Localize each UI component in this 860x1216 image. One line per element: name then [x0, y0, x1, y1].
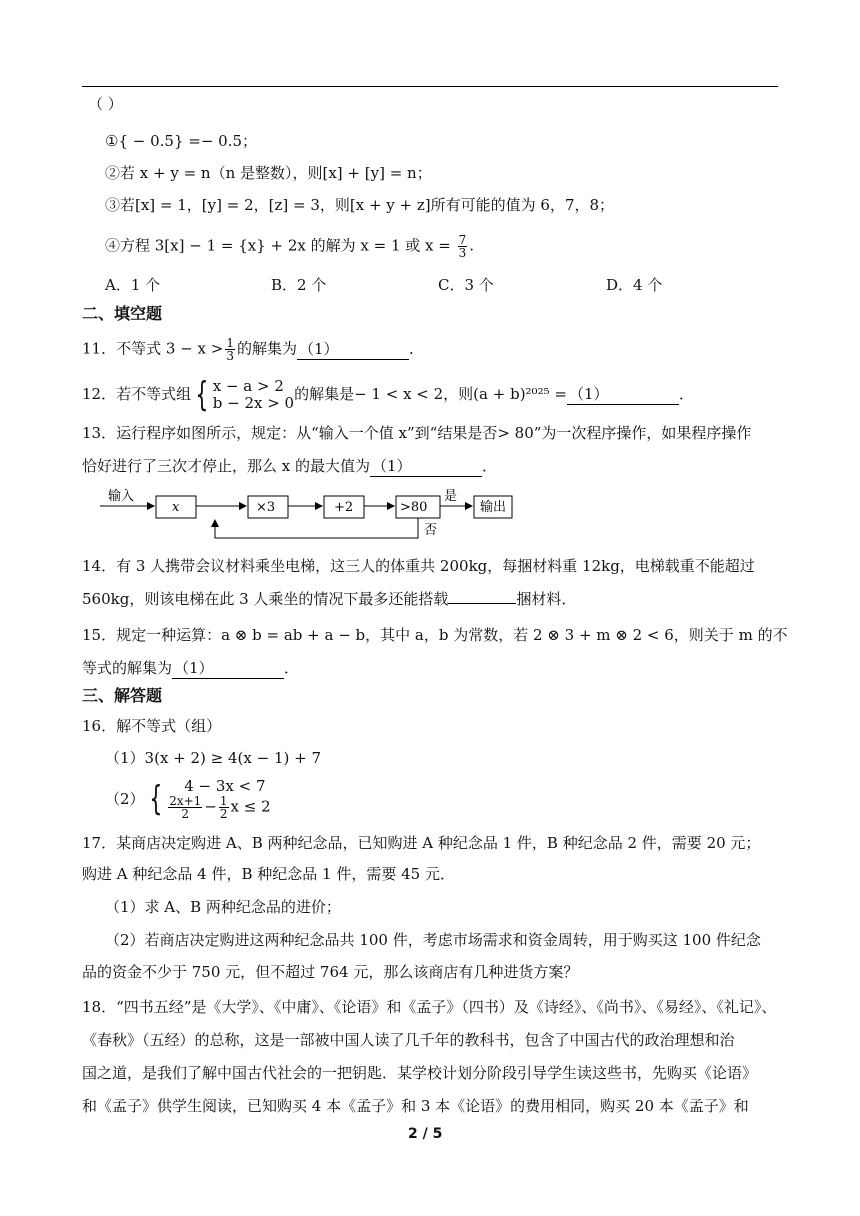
question-17-part1: （1）求 A、B 两种纪念品的进价； [105, 898, 341, 916]
q11-fraction: $\frac{1}{3}$ [226, 336, 234, 363]
q12-text-2: 的解集是− 1 < x < 2，则(a + b)²⁰²⁵ = [294, 385, 567, 403]
question-16-part1: （1）3(x + 2) ≥ 4(x − 1) + 7 [105, 749, 322, 767]
choice-a: A．1 个 [105, 276, 161, 294]
q16-system: 4 − 3x < 7 $\frac{2x+1}{2}$ − $\frac{1}{2}$ x ≤ 2 [169, 777, 271, 821]
q13-answer-blank[interactable]: （1） [370, 456, 482, 477]
question-14-line2: 560kg，则该电梯在此 3 人乘坐的情况下最多还能搭载 捆材料． [82, 590, 577, 608]
option-3: ③若[x] = 1，[y] = 2，[z] = 3，则[x + y + z]所有可能的值为 6，7，8； [105, 196, 615, 214]
q12-brace: { [195, 375, 209, 415]
q12-answer-blank[interactable]: （1） [567, 384, 679, 405]
flow-gt80-text: >80 [400, 500, 428, 515]
q11-text-2: 的解集为 [236, 339, 297, 358]
option-4-fraction: $\frac{7}{3}$ [458, 233, 467, 260]
option-4-text: ④方程 3[x] − 1 = {x} + 2x 的解为 x = 1 或 x = [105, 236, 456, 255]
option-1: ①{ − 0.5} =− 0.5； [105, 132, 258, 150]
question-13-line2: 恰好进行了三次才停止，那么 x 的最大值为 （1） ． [82, 457, 498, 475]
question-12: 12．若不等式组 { x − a > 2 b − 2x > 0 的解集是− 1 < x < 2，则(a + b)²⁰²⁵ = （1） ． [82, 375, 694, 415]
option-4: ④方程 3[x] − 1 = {x} + 2x 的解为 x = 1 或 x = $\frac{7}{3}$ . [105, 233, 475, 260]
question-18-line1: 18．“四书五经”是《大学》、《中庸》、《论语》和《孟子》（四书）及《诗经》、《尚书》、《易经》、《礼记》、 [82, 998, 777, 1016]
question-15-line2: 等式的解集为 （1） ． [82, 659, 300, 677]
q12-system: x − a > 2 b − 2x > 0 [212, 377, 295, 412]
question-18-line2: 《春秋》（五经）的总称，这是一部被中国人读了几千年的教科书，包含了中国古代的政治理想和治 [82, 1031, 735, 1049]
q16-frac-2: $\frac{1}{2}$ [219, 794, 228, 821]
question-16-part2: （2） { 4 − 3x < 7 $\frac{2x+1}{2}$ − $\frac{1}{2}$ x ≤ 2 [105, 777, 271, 821]
question-16-title: 16．解不等式（组） [82, 717, 222, 735]
flow-yes-label: 是 [444, 489, 458, 504]
option-2: ②若 x + y = n（n 是整数），则[x] + [y] = n； [105, 164, 432, 182]
program-flowchart [96, 488, 526, 546]
question-17-line2: 购进 A 种纪念品 4 件，B 种纪念品 1 件，需要 45 元． [82, 865, 455, 883]
choice-c: C．3 个 [438, 276, 494, 294]
q15-answer-blank[interactable]: （1） [172, 658, 284, 679]
section-fill-blank-heading: 二、填空题 [82, 304, 163, 323]
flow-input-label: 输入 [108, 489, 135, 504]
flow-plus2-text: +2 [334, 500, 354, 515]
choice-b: B．2 个 [271, 276, 327, 294]
choice-d: D．4 个 [606, 276, 663, 294]
question-18-line3: 国之道，是我们了解中国古代社会的一把钥匙．某学校计划分阶段引导学生读这些书，先购买《论语》 [82, 1064, 758, 1082]
flow-x-text: x [172, 500, 180, 515]
q14-answer-blank[interactable] [448, 603, 516, 604]
q16-brace: { [148, 779, 162, 819]
question-11: 11．不等式 3 − x > $\frac{1}{3}$ 的解集为 （1） ． [82, 336, 424, 363]
question-13-line1: 13．运行程序如图所示，规定：从“输入一个值 x”到“结果是否> 80”为一次程序操作，如果程序操作 [82, 424, 752, 442]
q16-frac-1: $\frac{2x+1}{2}$ [169, 794, 202, 821]
answer-paren: （ ） [88, 95, 123, 113]
question-17-part2a: （2）若商店决定购进这两种纪念品共 100 件，考虑市场需求和资金周转，用于购买这 100 件纪念 [105, 931, 761, 949]
section-solve-heading: 三、解答题 [82, 686, 163, 705]
flow-no-label: 否 [424, 523, 438, 538]
q11-answer-blank[interactable]: （1） [297, 339, 409, 360]
q11-text: 11．不等式 3 − x > [82, 339, 224, 358]
question-14-line1: 14．有 3 人携带会议材料乘坐电梯，这三人的体重共 200kg，每捆材料重 12kg，电梯载重不能超过 [82, 557, 755, 575]
q12-text: 12．若不等式组 [82, 385, 192, 403]
question-15-line1: 15．规定一种运算：a ⊗ b = ab + a − b，其中 a，b 为常数，若 2 ⊗ 3 + m ⊗ 2 < 6，则关于 m 的不 [82, 626, 788, 644]
question-18-line4: 和《孟子》供学生阅读，已知购买 4 本《孟子》和 3 本《论语》的费用相同，购买 20 本《孟子》和 [82, 1097, 749, 1115]
page-number: 2 / 5 [408, 1126, 443, 1142]
question-17-part2b: 品的资金不少于 750 元，但不超过 764 元，那么该商店有几种进货方案？ [82, 963, 579, 981]
flow-output-text: 输出 [480, 500, 507, 515]
header-rule [82, 86, 778, 87]
flow-times3-text: ×3 [256, 500, 276, 515]
question-17-line1: 17．某商店决定购进 A、B 两种纪念品，已知购进 A 种纪念品 1 件，B 种纪念品 2 件，需要 20 元； [82, 834, 761, 852]
